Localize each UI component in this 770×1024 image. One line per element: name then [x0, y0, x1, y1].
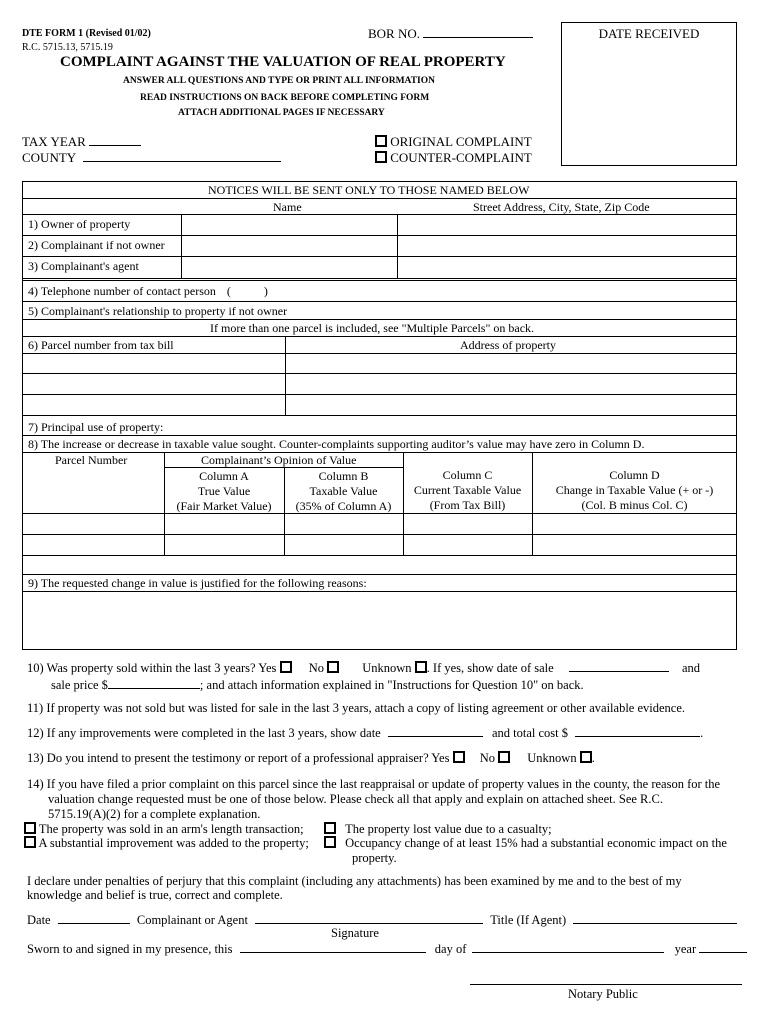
form-id: DTE FORM 1 (Revised 01/02) [22, 28, 151, 39]
row-value-sought: 8) The increase or decrease in taxable value sought. Counter-complaints supporting auditor’s value may have zero in Column D. [28, 437, 645, 451]
page-title: COMPLAINT AGAINST THE VALUATION OF REAL PROPERTY [60, 54, 506, 70]
owner-address-field[interactable] [400, 216, 734, 233]
value-row-2-col-c[interactable] [407, 537, 528, 553]
bor-no-field[interactable] [423, 26, 533, 38]
row-reasons: 9) The requested change in value is justified for the following reasons: [28, 576, 367, 590]
sworn-year-field[interactable] [699, 941, 747, 953]
bor-no-label: BOR NO. [368, 26, 533, 42]
q10-sale-price-field[interactable] [108, 677, 200, 689]
value-row-1-col-b[interactable] [288, 516, 399, 532]
counter-complaint-option[interactable]: COUNTER-COMPLAINT [375, 150, 532, 166]
parcel-number-header: Parcel Number [55, 453, 128, 467]
option-sold-arms-length[interactable]: The property was sold in an arm's length transaction; [24, 822, 304, 837]
row-complainant: 2) Complainant if not owner [28, 238, 165, 252]
agent-address-field[interactable] [400, 258, 734, 276]
option-improvement[interactable]: A substantial improvement was added to the property; [24, 836, 309, 851]
question-14-line-2: valuation change requested must be one of those below. Please check all that apply and explain on attached sheet. See R.C. [48, 792, 663, 806]
value-row-1-parcel[interactable] [26, 516, 160, 532]
date-field[interactable] [58, 912, 130, 924]
question-12: 12) If any improvements were completed in the last 3 years, show date and total cost $ . [27, 726, 704, 740]
original-checkbox[interactable] [375, 135, 387, 147]
question-14-line-3: 5715.19(A)(2) for a complete explanation. [48, 807, 261, 821]
value-row-1-col-a[interactable] [168, 516, 280, 532]
original-complaint-option[interactable]: ORIGINAL COMPLAINT [375, 134, 532, 150]
rc-reference: R.C. 5715.13, 5715.19 [22, 42, 113, 53]
q13-yes-checkbox[interactable] [453, 751, 465, 763]
declaration-line-1: I declare under penalties of perjury that this complaint (including any attachments) has been examined by me and to the best of my [27, 874, 682, 888]
tax-year-field[interactable] [89, 134, 141, 146]
parcel-address-field-3[interactable] [289, 397, 733, 413]
complainant-address-field[interactable] [400, 237, 734, 254]
parcel-number-field-2[interactable] [26, 376, 281, 392]
parcel-address-field-1[interactable] [289, 355, 733, 371]
value-row-2-col-b[interactable] [288, 537, 399, 553]
complainant-name-field[interactable] [185, 237, 393, 254]
option-occupancy-line-2: property. [352, 851, 397, 865]
row-agent: 3) Complainant's agent [28, 259, 139, 273]
title-field[interactable] [573, 912, 737, 924]
notary-label: Notary Public [568, 987, 638, 1001]
value-row-2-parcel[interactable] [26, 537, 160, 553]
row-relationship: 5) Complainant's relationship to property if not owner [28, 304, 288, 318]
q10-no-checkbox[interactable] [327, 661, 339, 673]
option-casualty[interactable]: The property lost value due to a casualty; [324, 822, 552, 837]
signature-row: Date Complainant or Agent Title (If Agent) [27, 912, 737, 928]
opt-occupancy-checkbox[interactable] [324, 836, 336, 848]
parcel-address-field-2[interactable] [289, 376, 733, 392]
q10-yes-checkbox[interactable] [280, 661, 292, 673]
instruction-3: ATTACH ADDITIONAL PAGES IF NECESSARY [178, 108, 385, 118]
instruction-2: READ INSTRUCTIONS ON BACK BEFORE COMPLETING FORM [140, 93, 430, 103]
parcel-number-field-1[interactable] [26, 355, 281, 371]
opt-improvement-checkbox[interactable] [24, 836, 36, 848]
declaration-line-2: knowledge and belief is true, correct and complete. [27, 888, 283, 902]
county-row [22, 150, 281, 166]
col-b-header: Column B Taxable Value (35% of Column A) [295, 469, 392, 513]
address-of-property-header: Address of property [460, 338, 556, 352]
question-10: 10) Was property sold within the last 3 years? Yes No Unknown . If yes, show date of sale and [27, 661, 701, 675]
tax-year-label: TAX YEAR [22, 134, 86, 149]
counter-checkbox[interactable] [375, 151, 387, 163]
opt-sold-checkbox[interactable] [24, 822, 36, 834]
row-telephone: 4) Telephone number of contact person ( ) [28, 284, 268, 298]
col-name-header: Name [273, 200, 302, 214]
notices-heading: NOTICES WILL BE SENT ONLY TO THOSE NAMED BELOW [208, 183, 530, 197]
signature-field[interactable] [255, 912, 483, 924]
value-row-2-col-d[interactable] [536, 537, 733, 553]
question-13: 13) Do you intend to present the testimony or report of a professional appraiser? Yes No Unknown . [27, 751, 595, 765]
notary-signature-line[interactable] [470, 984, 742, 985]
value-row-1-col-c[interactable] [407, 516, 528, 532]
option-occupancy[interactable]: Occupancy change of at least 15% had a substantial economic impact on the [324, 836, 727, 851]
col-address-header: Street Address, City, State, Zip Code [473, 200, 650, 214]
question-11: 11) If property was not sold but was listed for sale in the last 3 years, attach a copy of listing agreement or other available evidence. [27, 701, 686, 715]
q12-cost-field[interactable] [575, 725, 700, 737]
county-field[interactable] [83, 150, 281, 162]
opt-casualty-checkbox[interactable] [324, 822, 336, 834]
multi-parcel-note: If more than one parcel is included, see "Multiple Parcels" on back. [210, 321, 535, 335]
signature-label: Signature [331, 926, 379, 940]
question-10-line-2: sale price $ ; and attach information explained in "Instructions for Question 10" on back. [51, 678, 584, 692]
tax-year-row [22, 134, 141, 150]
owner-name-field[interactable] [185, 216, 393, 233]
q12-date-field[interactable] [388, 725, 483, 737]
row-principal-use: 7) Principal use of property: [28, 420, 164, 434]
col-c-header: Column C Current Taxable Value (From Tax Bill) [413, 468, 522, 512]
date-received-box [561, 22, 737, 166]
opinion-header: Complainant’s Opinion of Value [201, 453, 357, 467]
agent-name-field[interactable] [185, 258, 393, 276]
row-parcel-number: 6) Parcel number from tax bill [28, 338, 174, 352]
question-14-line-1: 14) If you have filed a prior complaint on this parcel since the last reappraisal or update of property values in the county, the reason for the [27, 777, 721, 791]
reasons-field[interactable] [26, 594, 733, 646]
sworn-row: Sworn to and signed in my presence, this day of year [27, 941, 747, 957]
sworn-month-field[interactable] [472, 941, 664, 953]
q10-date-of-sale-field[interactable] [569, 660, 669, 672]
row-owner: 1) Owner of property [28, 217, 131, 231]
col-a-header: Column A True Value (Fair Market Value) [176, 469, 272, 513]
col-d-header: Column D Change in Taxable Value (+ or -) (Col. B minus Col. C) [555, 468, 714, 512]
q13-no-checkbox[interactable] [498, 751, 510, 763]
value-row-1-col-d[interactable] [536, 516, 733, 532]
q10-unknown-checkbox[interactable] [415, 661, 427, 673]
county-label: COUNTY [22, 150, 76, 165]
date-received-label: DATE RECEIVED [598, 26, 700, 41]
sworn-day-field[interactable] [240, 941, 426, 953]
instruction-1: ANSWER ALL QUESTIONS AND TYPE OR PRINT ALL INFORMATION [123, 76, 435, 86]
parcel-number-field-3[interactable] [26, 397, 281, 413]
q13-unknown-checkbox[interactable] [580, 751, 592, 763]
value-row-2-col-a[interactable] [168, 537, 280, 553]
